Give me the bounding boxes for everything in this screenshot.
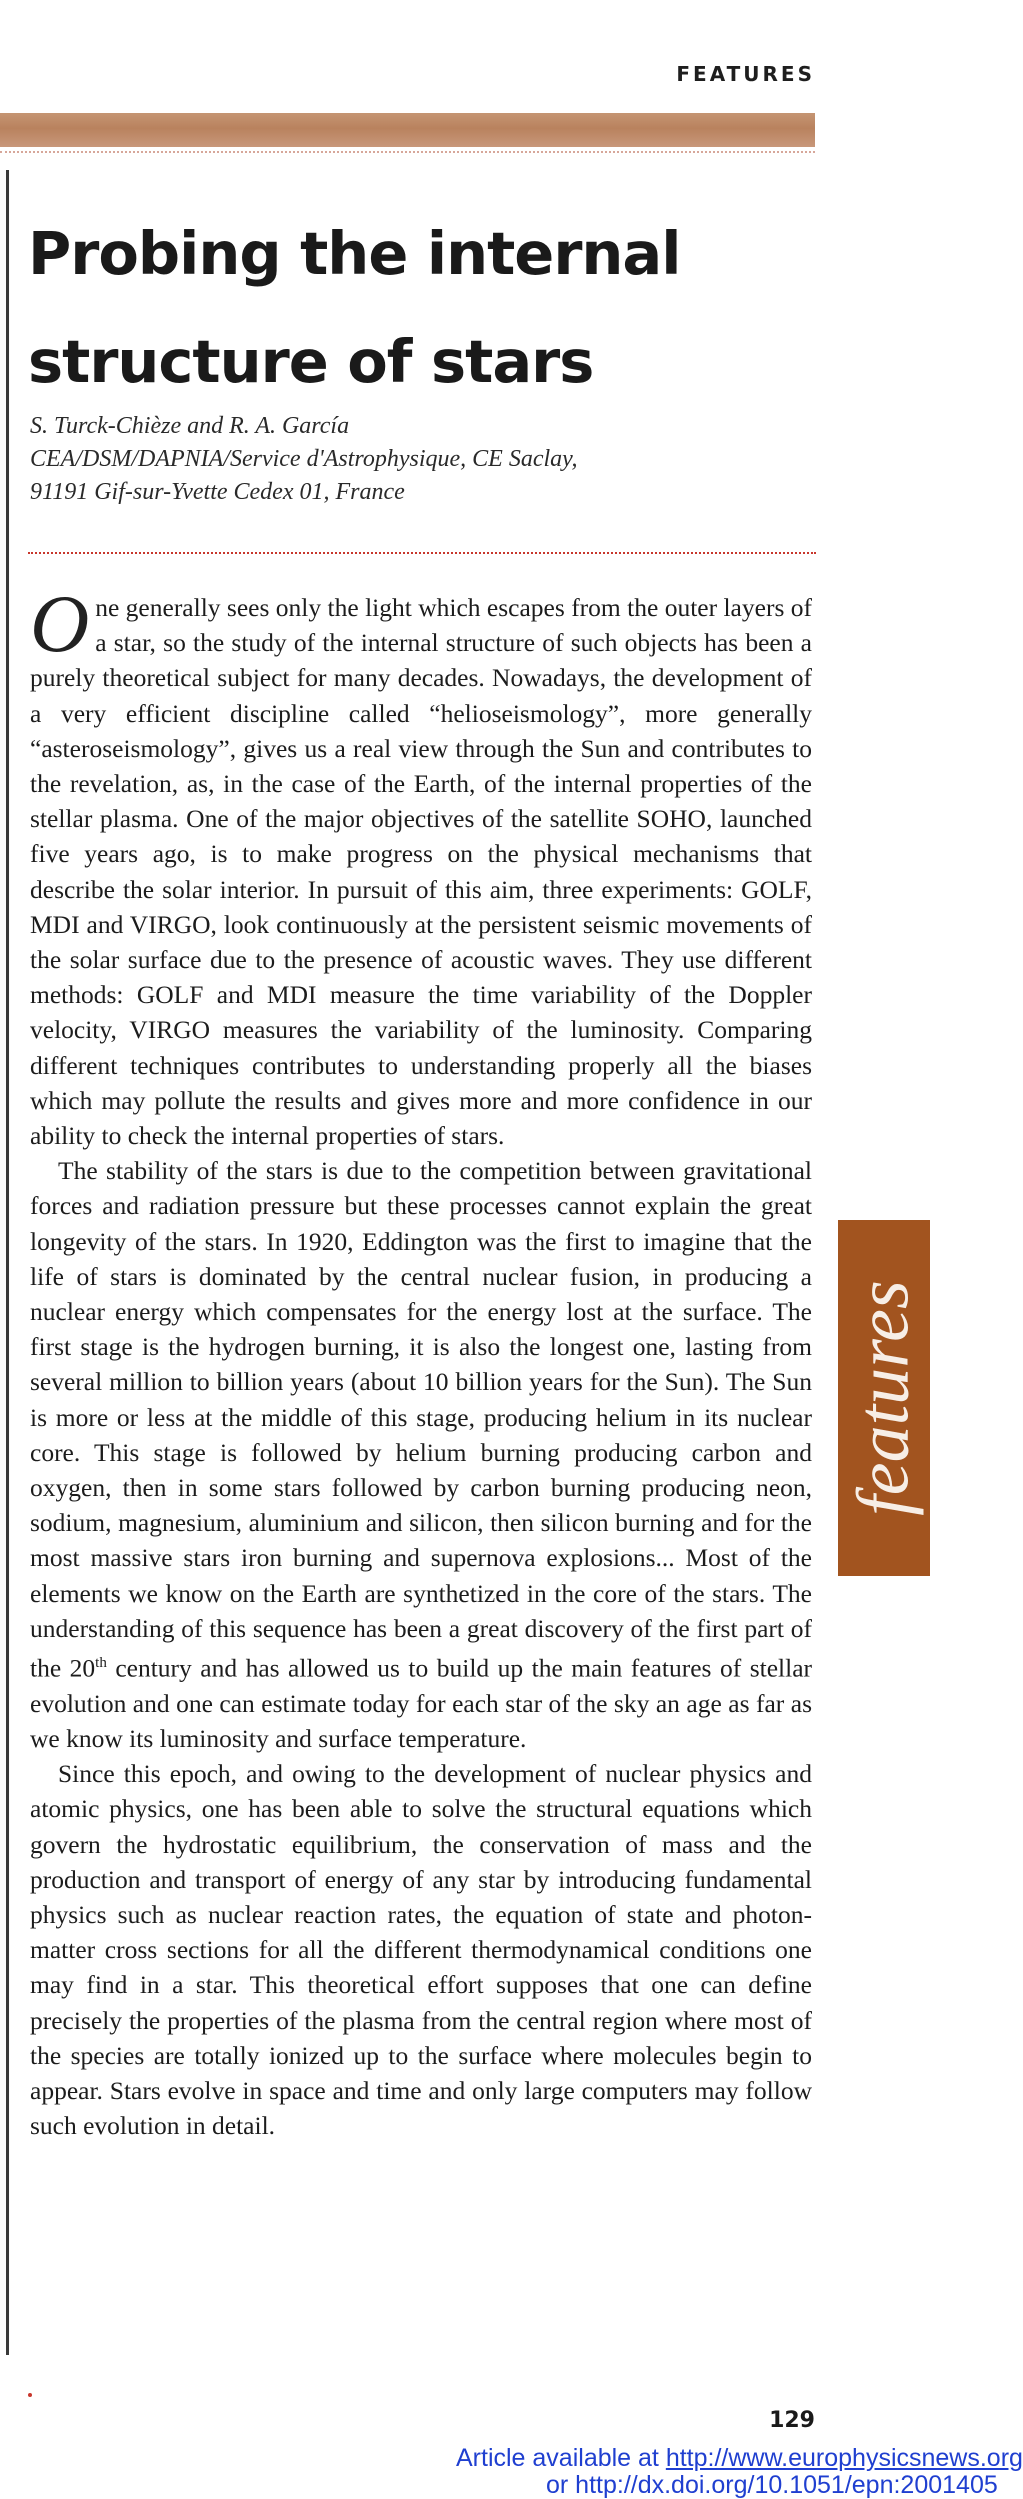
drop-cap: O: [30, 578, 90, 669]
red-dot-marker: [28, 2393, 32, 2397]
availability-line-2[interactable]: or http://dx.doi.org/10.1051/epn:2001405: [546, 2471, 998, 2499]
paragraph-2-text-b: century and has allowed us to build up the main features of stellar evolution and one can estimate today for each star of the sky an age as far as we know its luminosity and surface temperature.: [30, 1653, 813, 1753]
superscript-th: th: [95, 1655, 107, 1672]
paragraph-1-text: ne generally sees only the light which escapes from the outer layers of a star, so the study of the internal structure of such objects has been a purely theoretical subject for many decades. Nowadays, the development of a very efficient discipline called “helioseismology”, more generally “asteroseismology”, gives us a real view through the Sun and contributes to the revelation, as, in the case of the Earth, of the internal properties of the stellar plasma. One of the major objectives of the satellite SOHO, launched five years ago, is to make progress on the physical mechanisms that describe the solar interior. In pursuit of this aim, three experiments: GOLF, MDI and VIRGO, look continuously at the persistent seismic movements of the solar surface due to the presence of acoustic waves. They use different methods: GOLF and MDI measure the time variability of the Doppler velocity, VIRGO measures the variability of the luminosity. Comparing different techniques contributes to understanding properly all the biases which may pollute the results and gives more and more confidence in our ability to check the internal properties of stars.: [30, 593, 812, 1151]
left-margin-rule: [6, 170, 9, 2355]
section-side-tab: [838, 1220, 930, 1576]
author-block: [30, 410, 790, 509]
affiliation-line-2: 91191 Gif-sur-Yvette Cedex 01, France: [30, 479, 405, 505]
article-title: Probing the internal structure of stars: [28, 219, 681, 396]
availability-prefix: Article available at: [456, 2444, 666, 2472]
article-availability-note: [456, 2444, 1023, 2499]
affiliation-line-1: CEA/DSM/DAPNIA/Service d'Astrophysique, CE Saclay,: [30, 446, 578, 472]
article-body: [30, 578, 813, 2143]
section-label: FEATURES: [676, 62, 815, 86]
byline-dotted-rule: [28, 552, 816, 554]
europhysicsnews-link[interactable]: http://www.europhysicsnews.org: [665, 2444, 1023, 2472]
availability-line-1: [456, 2444, 1023, 2472]
paragraph-2: [30, 1153, 812, 1756]
page-number: 129: [769, 2408, 815, 2433]
header-dotted-rule: [0, 151, 815, 153]
authors: S. Turck-Chièze and R. A. García: [30, 413, 350, 439]
paragraph-1: [30, 578, 812, 1153]
header-color-band: [0, 113, 815, 147]
paragraph-2-text-a: The stability of the stars is due to the competition between gravitational forces and radiation pressure but these processes cannot explain the great longevity of the stars. In 1920, Eddington was the first to imagine that the life of stars is dominated by the central nuclear fusion, in producing a nuclear energy which compensates for the energy lost at the surface. The first stage is the hydrogen burning, it is also the longest one, lasting from several million to billion years (about 10 billion years for the Sun). The Sun is more or less at the middle of this stage, producing helium in its nuclear core. This stage is followed by helium burning producing carbon and oxygen, then in some stars followed by carbon burning producing neon, sodium, magnesium, aluminium and silicon, then silicon burning and for the most massive stars iron burning and supernova explosions... Most of the elements we know on the Earth are synthetized in the core of the stars. The understanding of this sequence has been a great discovery of the first part of the 20: [30, 1156, 812, 1683]
paragraph-3: Since this epoch, and owing to the development of nuclear physics and atomic physics, one has been able to solve the structural equations which govern the hydrostatic equilibrium, the conservation of mass and the production and transport of energy of any star by introducing fundamental physics such as nuclear reaction rates, the equation of state and photon-matter cross sections for all the different thermodynamical conditions one may find in a star. This theoretical effort supposes that one can define precisely the properties of the plasma from the central region where most of the species are totally ionized up to the surface where molecules begin to appear. Stars evolve in space and time and only large computers may follow such evolution in detail.: [30, 1759, 812, 2141]
side-tab-label: features: [842, 1280, 925, 1516]
